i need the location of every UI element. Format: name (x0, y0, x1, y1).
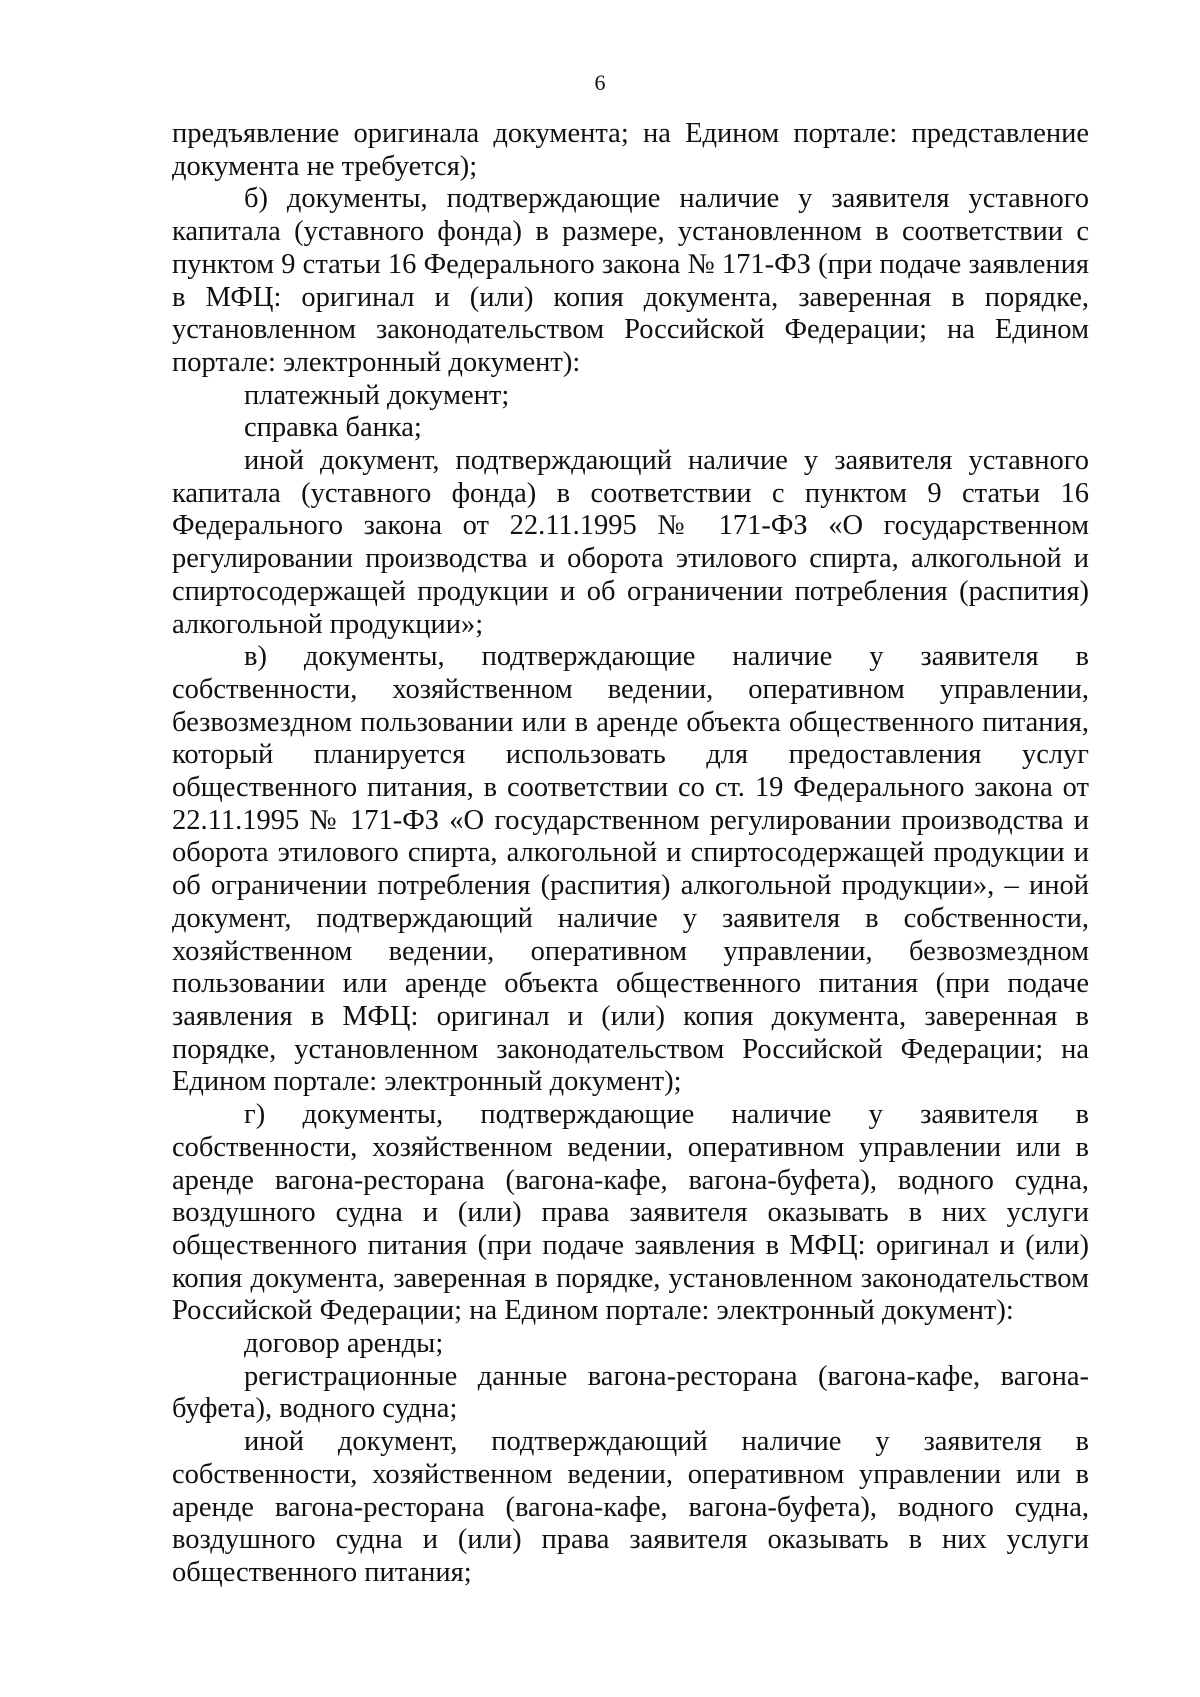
paragraph-8: договор аренды; (244, 1328, 444, 1360)
page-number: 6 (594, 70, 606, 95)
paragraph-2: б) документы, подтверждающие наличие у заявителя уставного капитала (уставного фонда) в размере, установленном в соответствии с пунктом 9 статьи 16 Федерального закона № 171-ФЗ (при подаче заявления в МФЦ: оригинал и (или) копия документа, заверенная в порядке, установленном законодательством Российской Федерации; на Едином портале: электронный документ): (172, 183, 1089, 378)
paragraph-7: г) документы, подтверждающие наличие у заявителя в собственности, хозяйственном ведении, оперативном управлении или в аренде вагона-ресторана (вагона-кафе, вагона-буфета), водного судна, воздушного судна и (или) права заявителя оказывать в них услуги общественного питания (при подаче заявления в МФЦ: оригинал и (или) копия документа, заверенная в порядке, установленном законодательством Российской Федерации; на Едином портале: электронный документ): (172, 1099, 1089, 1327)
paragraph-10: иной документ, подтверждающий наличие у заявителя в собственности, хозяйственном ведении, оперативном управлении или в аренде вагона-ресторана (вагона-кафе, вагона-буфета), водного судна, воздушного судна и (или) права заявителя оказывать в них услуги общественного питания; (172, 1426, 1089, 1588)
paragraph-5: иной документ, подтверждающий наличие у заявителя уставного капитала (уставного фонда) в соответствии с пунктом 9 статьи 16 Федерального закона от 22.11.1995 № 171-ФЗ «О государственном регулировании производства и оборота этилового спирта, алкогольной и спиртосодержащей продукции и об ограничении потребления (распития) алкогольной продукции»; (172, 445, 1089, 640)
paragraph-4: справка банка; (244, 412, 422, 444)
paragraph-6: в) документы, подтверждающие наличие у заявителя в собственности, хозяйственном ведении, оперативном управлении, безвозмездном пользовании или в аренде объекта общественного питания, который планируется использовать для предоставления услуг общественного питания, в соответствии со ст. 19 Федерального закона от 22.11.1995 № 171-ФЗ «О государственном регулировании производства и оборота этилового спирта, алкогольной и спиртосодержащей продукции и об ограничении потребления (распития) алкогольной продукции», – иной документ, подтверждающий наличие у заявителя в собственности, хозяйственном ведении, оперативном управлении, безвозмездном пользовании или аренде объекта общественного питания (при подаче заявления в МФЦ: оригинал и (или) копия документа, заверенная в порядке, установленном законодательством Российской Федерации; на Едином портале: электронный документ); (172, 641, 1089, 1098)
paragraph-9: регистрационные данные вагона-ресторана (вагона-кафе, вагона-буфета), водного судна; (172, 1360, 1089, 1425)
paragraph-1: предъявление оригинала документа; на Едином портале: представление документа не требуется); (172, 118, 1089, 182)
document-body (172, 118, 1089, 1590)
paragraph-3: платежный документ; (244, 379, 510, 411)
